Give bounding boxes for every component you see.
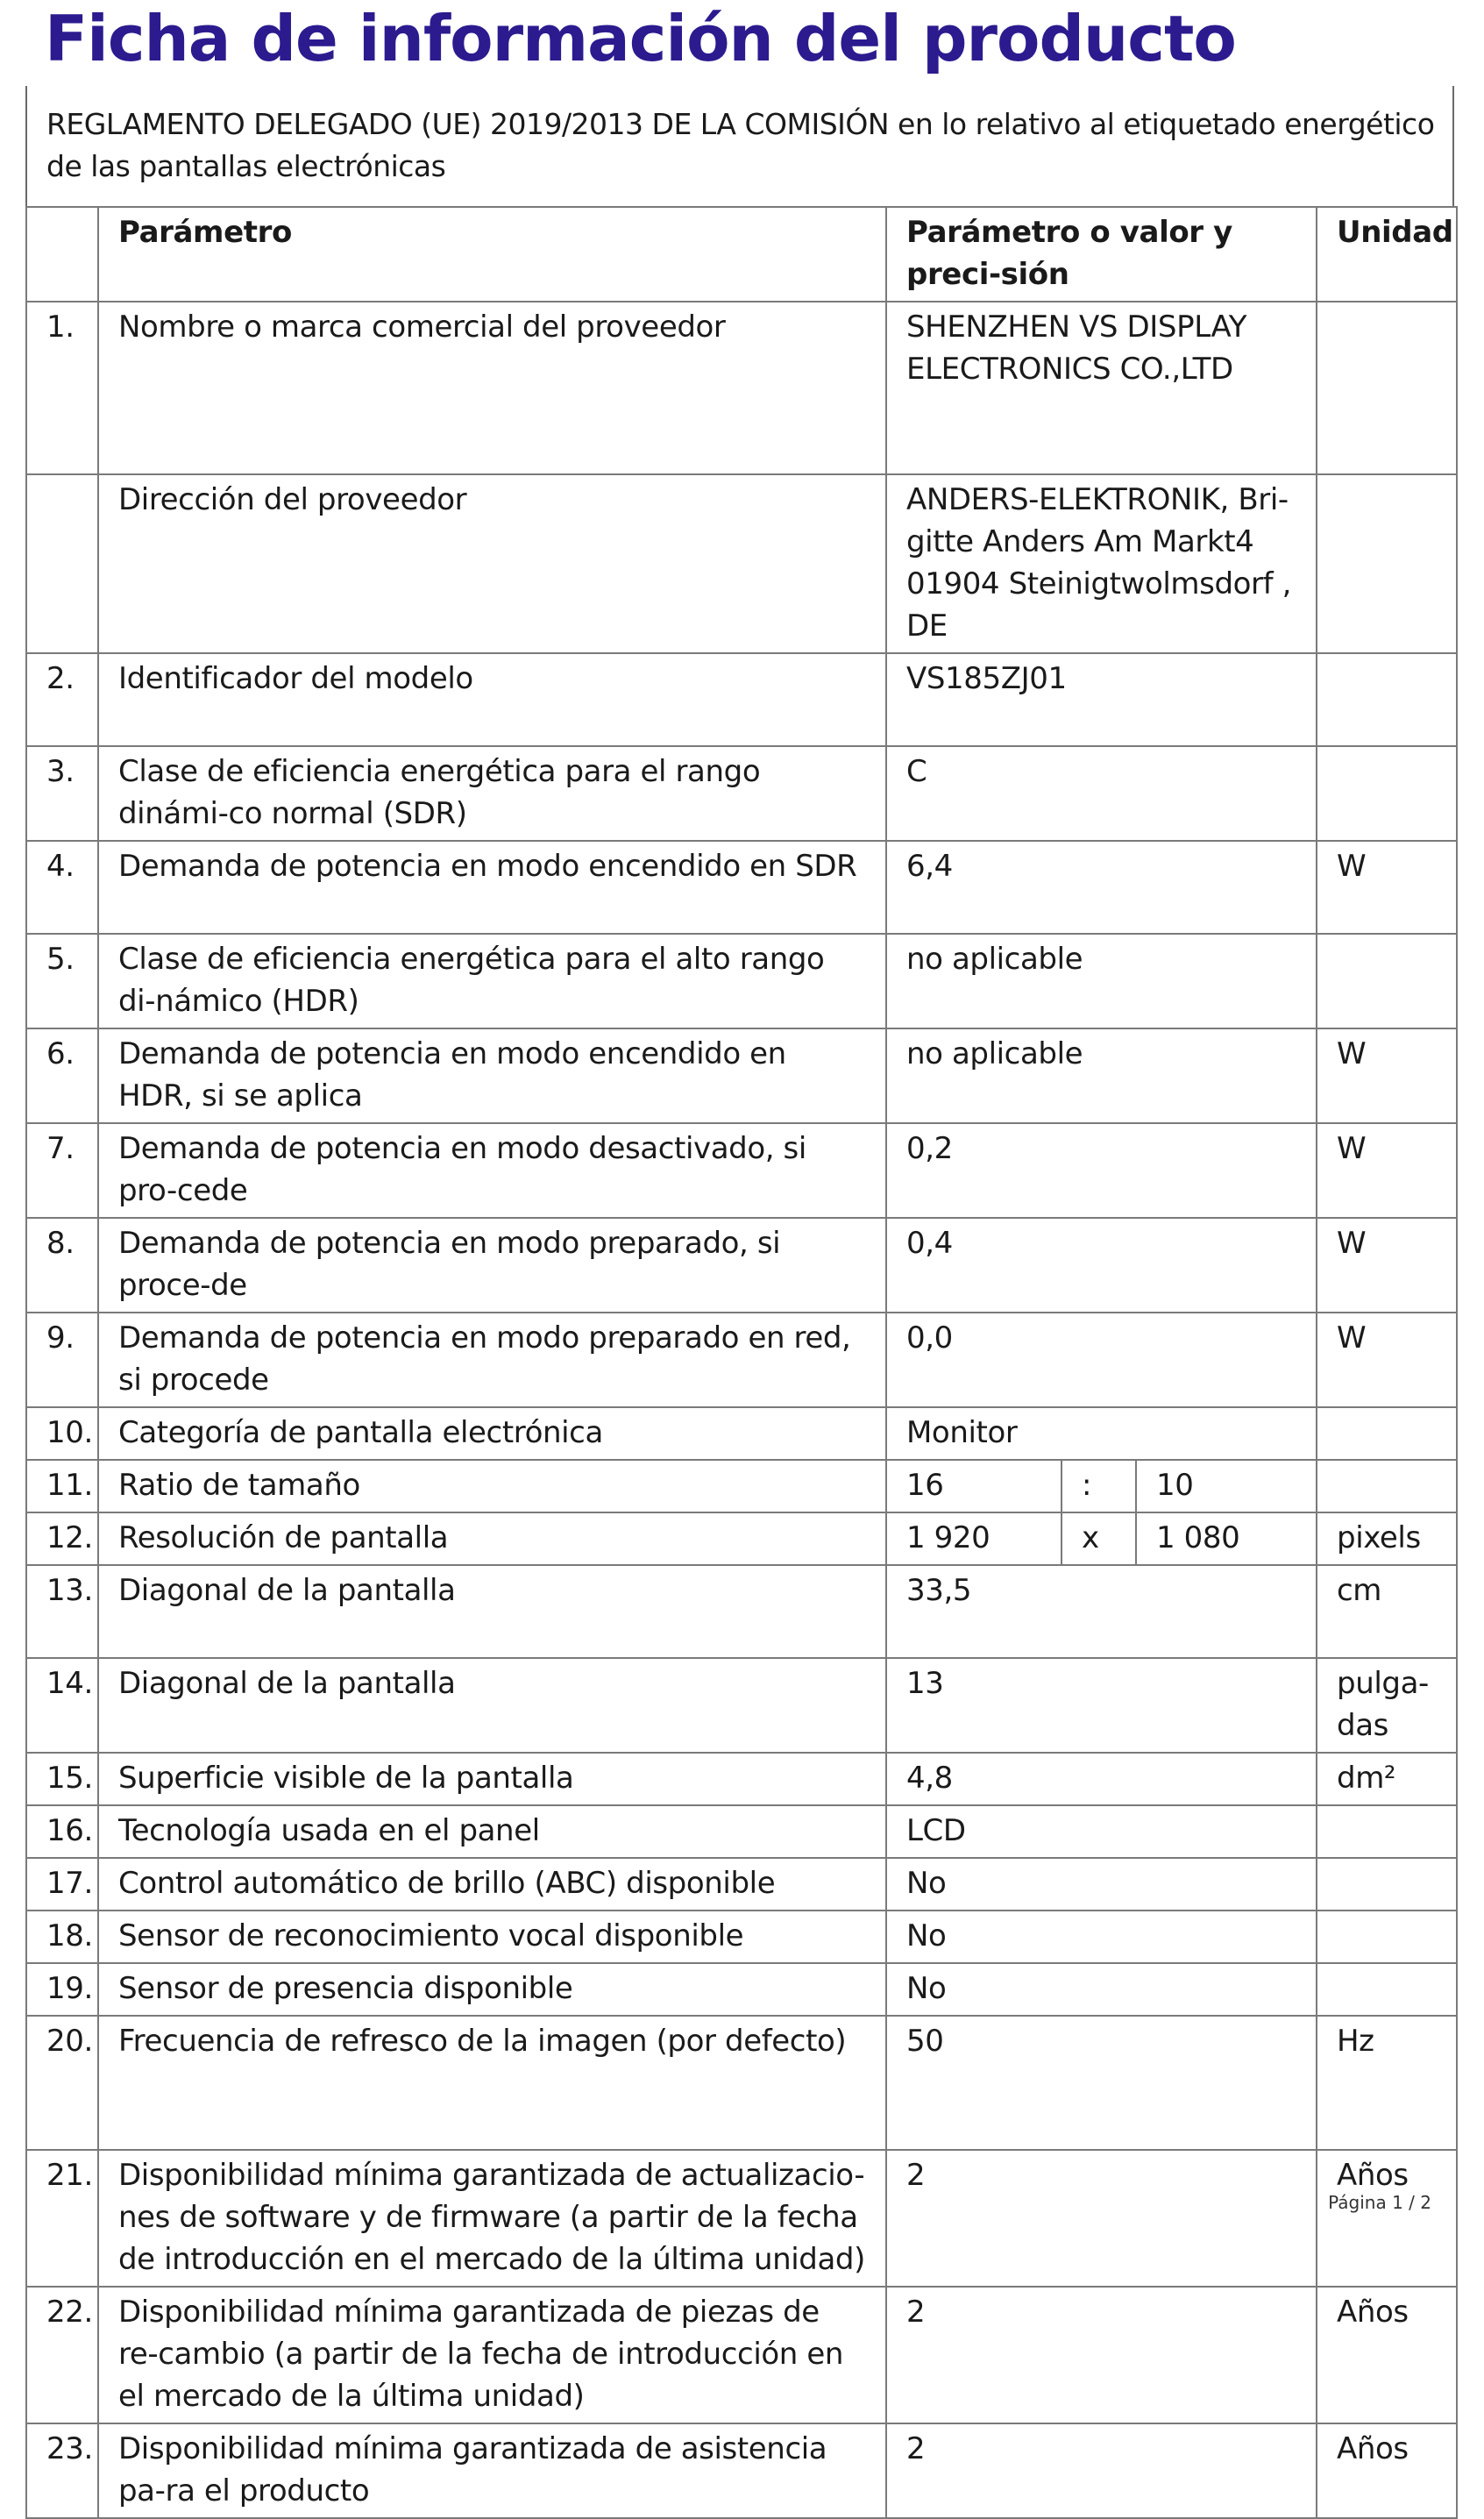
row-value: 0,4 — [886, 1218, 1317, 1313]
row-unit — [1317, 934, 1457, 1028]
row-parameter: Control automático de brillo (ABC) disponible — [98, 1858, 886, 1911]
row-parameter: Diagonal de la pantalla — [98, 1658, 886, 1753]
row-value: 0,2 — [886, 1123, 1317, 1218]
table-row — [26, 1028, 1457, 1123]
row-unit: Años — [1317, 2423, 1457, 2518]
row-number: 21. — [26, 2150, 98, 2287]
row-value: 0,0 — [886, 1313, 1317, 1407]
row-number: 18. — [26, 1911, 98, 1963]
header-unit: Unidad — [1317, 207, 1457, 302]
table-row — [26, 1753, 1457, 1805]
row-unit: pixels — [1317, 1512, 1457, 1565]
row-parameter: Ratio de tamaño — [98, 1460, 886, 1512]
row-number: 23. — [26, 2423, 98, 2518]
row-number: 4. — [26, 841, 98, 934]
row-unit: W — [1317, 1123, 1457, 1218]
table-row — [26, 474, 1457, 653]
page-footer: Página 1 / 2 — [1328, 2192, 1431, 2213]
table-row — [26, 2150, 1457, 2287]
table-row — [26, 2287, 1457, 2423]
row-value: 2 — [886, 2423, 1317, 2518]
row-number: 11. — [26, 1460, 98, 1512]
row-number: 9. — [26, 1313, 98, 1407]
row-unit: cm — [1317, 1565, 1457, 1658]
table-row — [26, 1218, 1457, 1313]
row-value-b: 1 080 — [1136, 1512, 1317, 1565]
regulation-subtitle: REGLAMENTO DELEGADO (UE) 2019/2013 DE LA COMISIÓN en lo relativo al etiquetado energético de las pantallas electrónicas — [46, 107, 1435, 183]
row-unit: dm² — [1317, 1753, 1457, 1805]
row-unit: Años — [1317, 2150, 1457, 2287]
row-number: 2. — [26, 653, 98, 746]
row-value: LCD — [886, 1805, 1317, 1858]
row-unit: pulga-das — [1317, 1658, 1457, 1753]
row-parameter: Demanda de potencia en modo preparado en red, si procede — [98, 1313, 886, 1407]
row-number: 14. — [26, 1658, 98, 1753]
row-parameter: Clase de eficiencia energética para el alto rango di-námico (HDR) — [98, 934, 886, 1028]
table-row — [26, 1123, 1457, 1218]
row-number — [26, 474, 98, 653]
row-number: 5. — [26, 934, 98, 1028]
row-parameter: Sensor de presencia disponible — [98, 1963, 886, 2016]
row-unit: W — [1317, 1313, 1457, 1407]
row-value: 33,5 — [886, 1565, 1317, 1658]
row-parameter: Categoría de pantalla electrónica — [98, 1407, 886, 1460]
row-parameter: Resolución de pantalla — [98, 1512, 886, 1565]
table-row — [26, 1963, 1457, 2016]
row-unit — [1317, 1858, 1457, 1911]
row-value-separator: : — [1062, 1460, 1136, 1512]
row-parameter: Nombre o marca comercial del proveedor — [98, 302, 886, 474]
row-value: No — [886, 1911, 1317, 1963]
row-value: C — [886, 746, 1317, 841]
table-row — [26, 1407, 1457, 1460]
row-parameter: Disponibilidad mínima garantizada de actualizacio-nes de software y de firmware (a partir de la fecha de introducción en el mercado de la última unidad) — [98, 2150, 886, 2287]
subtitle-box — [25, 86, 1454, 207]
row-value-b: 10 — [1136, 1460, 1317, 1512]
row-unit — [1317, 653, 1457, 746]
document-page — [25, 0, 1456, 2508]
row-value: 2 — [886, 2287, 1317, 2423]
row-unit — [1317, 1460, 1457, 1512]
row-unit — [1317, 746, 1457, 841]
row-parameter: Diagonal de la pantalla — [98, 1565, 886, 1658]
row-number: 12. — [26, 1512, 98, 1565]
row-unit — [1317, 1963, 1457, 2016]
row-parameter: Superficie visible de la pantalla — [98, 1753, 886, 1805]
row-unit: W — [1317, 841, 1457, 934]
row-value-separator: x — [1062, 1512, 1136, 1565]
row-value: No — [886, 1963, 1317, 2016]
row-value: no aplicable — [886, 1028, 1317, 1123]
row-parameter: Identificador del modelo — [98, 653, 886, 746]
row-number: 20. — [26, 2016, 98, 2150]
table-row — [26, 1911, 1457, 1963]
row-value: ANDERS-ELEKTRONIK, Bri-gitte Anders Am Markt4 01904 Steinigtwolmsdorf , DE — [886, 474, 1317, 653]
row-value: 50 — [886, 2016, 1317, 2150]
table-row — [26, 1658, 1457, 1753]
row-parameter: Demanda de potencia en modo encendido en HDR, si se aplica — [98, 1028, 886, 1123]
table-row — [26, 746, 1457, 841]
row-unit — [1317, 302, 1457, 474]
table-row — [26, 1460, 1457, 1512]
row-parameter: Dirección del proveedor — [98, 474, 886, 653]
table-row — [26, 653, 1457, 746]
row-number: 13. — [26, 1565, 98, 1658]
row-unit: Hz — [1317, 2016, 1457, 2150]
row-unit — [1317, 474, 1457, 653]
table-row — [26, 2016, 1457, 2150]
table-row — [26, 302, 1457, 474]
row-value-a: 16 — [886, 1460, 1062, 1512]
header-parameter: Parámetro — [98, 207, 886, 302]
table-row — [26, 1858, 1457, 1911]
row-value: SHENZHEN VS DISPLAY ELECTRONICS CO.,LTD — [886, 302, 1317, 474]
row-number: 7. — [26, 1123, 98, 1218]
row-number: 6. — [26, 1028, 98, 1123]
row-parameter: Disponibilidad mínima garantizada de asistencia pa-ra el producto — [98, 2423, 886, 2518]
row-parameter: Demanda de potencia en modo desactivado, si pro-cede — [98, 1123, 886, 1218]
row-number: 1. — [26, 302, 98, 474]
row-value: no aplicable — [886, 934, 1317, 1028]
row-unit: Años — [1317, 2287, 1457, 2423]
row-parameter: Clase de eficiencia energética para el rango dinámi-co normal (SDR) — [98, 746, 886, 841]
product-info-table — [25, 206, 1458, 2519]
row-number: 19. — [26, 1963, 98, 2016]
row-value: Monitor — [886, 1407, 1317, 1460]
row-unit: W — [1317, 1218, 1457, 1313]
table-body — [26, 302, 1457, 2518]
row-number: 16. — [26, 1805, 98, 1858]
table-row — [26, 934, 1457, 1028]
row-parameter: Sensor de reconocimiento vocal disponible — [98, 1911, 886, 1963]
header-number — [26, 207, 98, 302]
row-parameter: Demanda de potencia en modo preparado, si proce-de — [98, 1218, 886, 1313]
page-title: Ficha de información del producto — [45, 2, 1236, 75]
table-row — [26, 2423, 1457, 2518]
table-row — [26, 1805, 1457, 1858]
table-header-row — [26, 207, 1457, 302]
header-value: Parámetro o valor y preci-sión — [886, 207, 1317, 302]
row-number: 10. — [26, 1407, 98, 1460]
row-unit — [1317, 1407, 1457, 1460]
table-row — [26, 841, 1457, 934]
row-parameter: Demanda de potencia en modo encendido en SDR — [98, 841, 886, 934]
row-parameter: Disponibilidad mínima garantizada de piezas de re-cambio (a partir de la fecha de introducción en el mercado de la última unidad) — [98, 2287, 886, 2423]
row-value-a: 1 920 — [886, 1512, 1062, 1565]
row-number: 17. — [26, 1858, 98, 1911]
row-value: 6,4 — [886, 841, 1317, 934]
row-value: 13 — [886, 1658, 1317, 1753]
row-number: 3. — [26, 746, 98, 841]
row-parameter: Frecuencia de refresco de la imagen (por defecto) — [98, 2016, 886, 2150]
table-row — [26, 1565, 1457, 1658]
row-value: 4,8 — [886, 1753, 1317, 1805]
row-unit — [1317, 1805, 1457, 1858]
row-parameter: Tecnología usada en el panel — [98, 1805, 886, 1858]
row-number: 8. — [26, 1218, 98, 1313]
row-unit — [1317, 1911, 1457, 1963]
table-row — [26, 1512, 1457, 1565]
row-value: VS185ZJ01 — [886, 653, 1317, 746]
table-row — [26, 1313, 1457, 1407]
row-number: 22. — [26, 2287, 98, 2423]
row-value: No — [886, 1858, 1317, 1911]
row-number: 15. — [26, 1753, 98, 1805]
row-unit: W — [1317, 1028, 1457, 1123]
row-value: 2 — [886, 2150, 1317, 2287]
